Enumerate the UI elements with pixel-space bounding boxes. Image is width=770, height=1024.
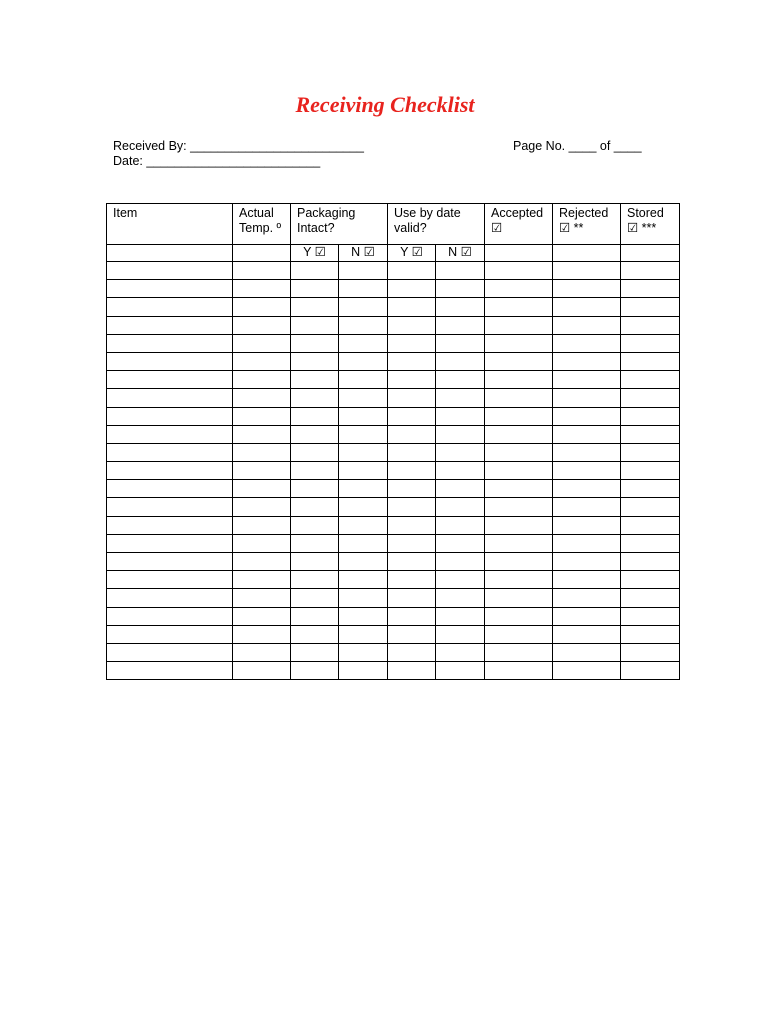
table-cell — [388, 389, 436, 407]
table-cell — [233, 280, 291, 298]
table-cell — [436, 625, 485, 643]
table-cell — [107, 262, 233, 280]
table-cell — [291, 534, 339, 552]
table-cell — [621, 480, 680, 498]
table-cell — [233, 443, 291, 461]
table-cell — [621, 462, 680, 480]
table-cell — [388, 480, 436, 498]
table-cell — [553, 571, 621, 589]
table-cell — [553, 352, 621, 370]
table-cell — [436, 443, 485, 461]
table-cell — [291, 462, 339, 480]
table-cell — [553, 589, 621, 607]
table-row — [107, 662, 680, 680]
table-cell — [621, 443, 680, 461]
table-cell — [485, 462, 553, 480]
table-cell — [388, 625, 436, 643]
table-cell — [485, 571, 553, 589]
table-cell — [553, 389, 621, 407]
table-cell — [553, 643, 621, 661]
table-row — [107, 316, 680, 334]
table-cell — [436, 371, 485, 389]
table-cell — [553, 316, 621, 334]
table-cell — [436, 280, 485, 298]
table-cell — [339, 262, 388, 280]
table-cell — [388, 316, 436, 334]
table-cell — [388, 498, 436, 516]
table-cell — [621, 607, 680, 625]
table-cell — [485, 607, 553, 625]
table-cell — [233, 643, 291, 661]
table-cell — [485, 334, 553, 352]
table-cell — [233, 516, 291, 534]
table-cell — [233, 245, 291, 262]
table-cell — [107, 589, 233, 607]
table-cell — [388, 553, 436, 571]
table-cell — [621, 316, 680, 334]
table-cell — [339, 589, 388, 607]
table-cell — [621, 407, 680, 425]
table-cell — [388, 352, 436, 370]
table-cell — [553, 262, 621, 280]
table-cell — [485, 443, 553, 461]
table-row — [107, 516, 680, 534]
table-cell — [485, 553, 553, 571]
table-cell — [291, 607, 339, 625]
table-cell — [436, 480, 485, 498]
table-row — [107, 607, 680, 625]
table-cell — [107, 607, 233, 625]
table-cell — [485, 534, 553, 552]
table-cell — [553, 407, 621, 425]
table-cell — [233, 298, 291, 316]
table-cell — [339, 407, 388, 425]
table-cell — [291, 352, 339, 370]
table-row — [107, 298, 680, 316]
table-cell — [233, 407, 291, 425]
table-cell — [388, 371, 436, 389]
table-cell — [436, 407, 485, 425]
table-cell — [233, 607, 291, 625]
table-cell — [291, 498, 339, 516]
table-cell — [107, 516, 233, 534]
table-row — [107, 352, 680, 370]
table-cell — [107, 571, 233, 589]
table-cell — [291, 625, 339, 643]
table-cell — [553, 443, 621, 461]
table-cell — [107, 662, 233, 680]
table-cell — [339, 534, 388, 552]
table-cell — [339, 625, 388, 643]
table-cell — [107, 553, 233, 571]
table-cell — [291, 389, 339, 407]
packaging-no-checkbox-label: N ☑ — [339, 245, 388, 262]
table-cell — [233, 262, 291, 280]
table-cell — [291, 262, 339, 280]
table-cell — [233, 334, 291, 352]
table-cell — [621, 371, 680, 389]
table-cell — [553, 334, 621, 352]
receiving-checklist-table — [106, 203, 680, 680]
table-cell — [339, 389, 388, 407]
table-cell — [388, 443, 436, 461]
table-cell — [107, 643, 233, 661]
table-cell — [553, 498, 621, 516]
table-row — [107, 498, 680, 516]
table-cell — [339, 571, 388, 589]
table-cell — [436, 262, 485, 280]
table-cell — [553, 425, 621, 443]
table-cell — [621, 389, 680, 407]
table-cell — [621, 625, 680, 643]
table-cell — [553, 462, 621, 480]
table-row — [107, 443, 680, 461]
table-cell — [107, 245, 233, 262]
table-cell — [233, 553, 291, 571]
table-cell — [436, 316, 485, 334]
table-cell — [621, 262, 680, 280]
table-cell — [107, 462, 233, 480]
table-row — [107, 262, 680, 280]
table-cell — [388, 425, 436, 443]
table-cell — [621, 298, 680, 316]
table-cell — [553, 245, 621, 262]
table-cell — [291, 571, 339, 589]
table-cell — [233, 534, 291, 552]
table-cell — [485, 516, 553, 534]
table-cell — [621, 498, 680, 516]
table-subheader-row — [107, 245, 680, 262]
table-cell — [107, 407, 233, 425]
table-cell — [339, 480, 388, 498]
table-cell — [436, 425, 485, 443]
table-cell — [485, 643, 553, 661]
table-cell — [107, 389, 233, 407]
table-cell — [388, 280, 436, 298]
header-accepted: Accepted ☑ — [485, 204, 553, 245]
table-cell — [553, 480, 621, 498]
table-cell — [485, 245, 553, 262]
table-row — [107, 480, 680, 498]
table-cell — [485, 280, 553, 298]
table-cell — [339, 498, 388, 516]
table-cell — [339, 462, 388, 480]
table-cell — [388, 516, 436, 534]
table-cell — [485, 498, 553, 516]
table-cell — [339, 607, 388, 625]
table-cell — [291, 371, 339, 389]
table-cell — [436, 571, 485, 589]
date-field: Date: _________________________ — [113, 154, 321, 168]
table-cell — [388, 462, 436, 480]
table-cell — [553, 607, 621, 625]
table-cell — [107, 498, 233, 516]
table-cell — [553, 553, 621, 571]
table-cell — [339, 316, 388, 334]
table-cell — [621, 245, 680, 262]
table-cell — [339, 662, 388, 680]
header-stored: Stored ☑ *** — [621, 204, 680, 245]
table-cell — [339, 516, 388, 534]
table-row — [107, 334, 680, 352]
table-cell — [107, 352, 233, 370]
table-row — [107, 371, 680, 389]
table-cell — [107, 371, 233, 389]
table-row — [107, 625, 680, 643]
table-cell — [339, 443, 388, 461]
packaging-yes-checkbox-label: Y ☑ — [291, 245, 339, 262]
table-cell — [621, 334, 680, 352]
table-cell — [388, 534, 436, 552]
table-cell — [553, 625, 621, 643]
table-row — [107, 534, 680, 552]
use-by-no-checkbox-label: N ☑ — [436, 245, 485, 262]
table-cell — [388, 589, 436, 607]
table-cell — [485, 352, 553, 370]
table-cell — [233, 371, 291, 389]
table-cell — [485, 662, 553, 680]
table-cell — [621, 553, 680, 571]
table-cell — [107, 425, 233, 443]
table-cell — [291, 662, 339, 680]
table-cell — [485, 316, 553, 334]
table-cell — [553, 516, 621, 534]
table-cell — [388, 262, 436, 280]
table-cell — [107, 534, 233, 552]
table-row — [107, 643, 680, 661]
table-cell — [485, 262, 553, 280]
table-cell — [436, 534, 485, 552]
table-row — [107, 571, 680, 589]
table-row — [107, 389, 680, 407]
table-cell — [291, 425, 339, 443]
table-cell — [233, 589, 291, 607]
table-cell — [233, 480, 291, 498]
table-cell — [485, 425, 553, 443]
table-cell — [388, 643, 436, 661]
table-cell — [291, 316, 339, 334]
table-cell — [233, 498, 291, 516]
table-cell — [339, 334, 388, 352]
table-cell — [107, 280, 233, 298]
table-cell — [233, 389, 291, 407]
table-cell — [436, 516, 485, 534]
table-cell — [339, 371, 388, 389]
use-by-yes-checkbox-label: Y ☑ — [388, 245, 436, 262]
table-cell — [553, 371, 621, 389]
table-cell — [621, 516, 680, 534]
table-cell — [291, 407, 339, 425]
table-cell — [107, 480, 233, 498]
table-cell — [436, 389, 485, 407]
table-cell — [436, 298, 485, 316]
table-cell — [291, 480, 339, 498]
table-cell — [107, 298, 233, 316]
table-cell — [291, 643, 339, 661]
table-cell — [107, 625, 233, 643]
table-cell — [339, 553, 388, 571]
table-cell — [233, 316, 291, 334]
table-cell — [233, 625, 291, 643]
table-cell — [233, 662, 291, 680]
table-cell — [339, 425, 388, 443]
table-cell — [436, 643, 485, 661]
table-cell — [553, 662, 621, 680]
table-cell — [291, 298, 339, 316]
table-cell — [436, 462, 485, 480]
table-cell — [291, 280, 339, 298]
table-cell — [436, 553, 485, 571]
table-cell — [291, 589, 339, 607]
table-row — [107, 280, 680, 298]
table-cell — [107, 316, 233, 334]
table-cell — [291, 516, 339, 534]
table-cell — [291, 553, 339, 571]
table-cell — [339, 643, 388, 661]
table-cell — [388, 571, 436, 589]
header-use-by-date: Use by date valid? — [388, 204, 485, 245]
table-cell — [339, 352, 388, 370]
table-cell — [553, 280, 621, 298]
table-cell — [233, 425, 291, 443]
header-rejected: Rejected ☑ ** — [553, 204, 621, 245]
table-cell — [339, 298, 388, 316]
table-cell — [388, 607, 436, 625]
table-cell — [621, 643, 680, 661]
table-cell — [436, 662, 485, 680]
table-cell — [388, 298, 436, 316]
table-cell — [233, 462, 291, 480]
table-row — [107, 462, 680, 480]
table-cell — [621, 280, 680, 298]
table-cell — [436, 352, 485, 370]
table-cell — [291, 443, 339, 461]
table-cell — [553, 534, 621, 552]
table-cell — [291, 334, 339, 352]
table-cell — [233, 352, 291, 370]
table-cell — [621, 571, 680, 589]
table-cell — [485, 389, 553, 407]
table-cell — [485, 480, 553, 498]
table-cell — [339, 280, 388, 298]
table-cell — [621, 534, 680, 552]
table-cell — [388, 407, 436, 425]
table-row — [107, 425, 680, 443]
table-cell — [107, 334, 233, 352]
table-cell — [621, 352, 680, 370]
table-row — [107, 589, 680, 607]
table-cell — [436, 498, 485, 516]
table-cell — [436, 607, 485, 625]
table-cell — [388, 334, 436, 352]
header-actual-temp: Actual Temp. º — [233, 204, 291, 245]
table-cell — [621, 425, 680, 443]
table-cell — [621, 589, 680, 607]
received-by-field: Received By: _________________________ — [113, 139, 364, 153]
table-row — [107, 553, 680, 571]
table-header-row — [107, 204, 680, 245]
document-title: Receiving Checklist — [295, 92, 475, 117]
table-cell — [621, 662, 680, 680]
table-cell — [233, 571, 291, 589]
table-cell — [485, 589, 553, 607]
table-cell — [485, 625, 553, 643]
page-number-field: Page No. ____ of ____ — [513, 139, 642, 153]
table-cell — [436, 589, 485, 607]
table-row — [107, 407, 680, 425]
header-packaging-intact: Packaging Intact? — [291, 204, 388, 245]
table-cell — [107, 443, 233, 461]
table-cell — [485, 407, 553, 425]
table-cell — [485, 298, 553, 316]
table-cell — [485, 371, 553, 389]
table-cell — [388, 662, 436, 680]
header-item: Item — [107, 204, 233, 245]
table-cell — [553, 298, 621, 316]
table-cell — [436, 334, 485, 352]
